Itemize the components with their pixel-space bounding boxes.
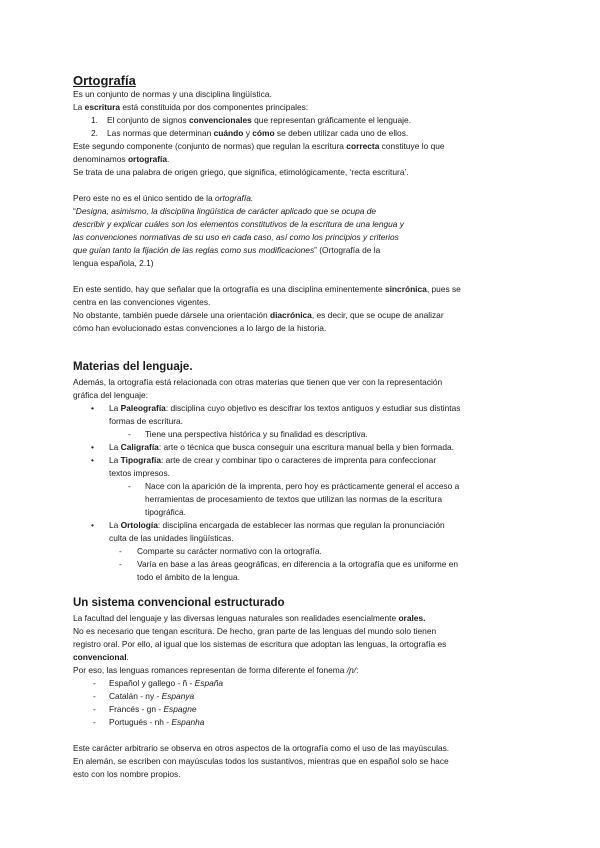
text-run: Se trata de una palabra de origen griego, que significa, etimológicamente, ‘recta escritura’. — [73, 166, 409, 177]
bullet-icon: • — [91, 454, 94, 465]
dash-marker: - — [128, 428, 131, 439]
dash-marker: - — [93, 703, 96, 714]
list-item — [73, 690, 553, 703]
text-run: La — [109, 454, 121, 465]
text-line — [73, 218, 553, 231]
bold-text: Paleografía — [120, 402, 166, 413]
dash-marker: - — [93, 716, 96, 727]
section — [73, 359, 553, 584]
italic-text: /ɲ/ — [346, 664, 357, 675]
text-line — [73, 166, 553, 179]
list-item — [73, 493, 553, 506]
list-item — [73, 415, 553, 428]
italic-text: las convenciones normativas de su uso en cada caso, así como los principios y criterios — [73, 231, 399, 242]
bold-text: Caligrafía — [120, 441, 159, 452]
text-line — [73, 296, 553, 309]
text-run: todo el ámbito de la lengua. — [137, 571, 240, 582]
text-run: En alemán, se escriben con mayúsculas todos los sustantivos, mientras que en español solo se hace — [73, 755, 449, 766]
bullet-icon: • — [91, 402, 94, 413]
text-line — [73, 638, 553, 651]
text-line — [73, 153, 553, 166]
page-title: Ortografía — [73, 73, 136, 88]
text-run: Varía en base a las áreas geográficas, en diferencia a la ortografía que es uniforme en — [137, 558, 459, 569]
dash-marker: - — [128, 480, 131, 491]
text-run: constituye lo que — [379, 140, 445, 151]
text-run: “ — [73, 205, 76, 216]
text-run: No obstante, también puede dársele una orientación — [73, 309, 270, 320]
text-line — [73, 101, 553, 114]
italic-text: ortografía. — [215, 192, 254, 203]
text-run: La — [109, 519, 121, 530]
list-number: 1. — [91, 114, 98, 125]
text-run: formas de escritura. — [109, 415, 184, 426]
text-line — [73, 244, 553, 257]
list-item — [73, 545, 553, 558]
list-item — [73, 467, 553, 480]
bold-text: escritura — [84, 101, 121, 112]
text-line — [73, 755, 553, 768]
text-line — [73, 625, 553, 638]
italic-text: que guían tanto la fijación de las reglas como sus modificaciones — [73, 244, 315, 255]
text-line — [73, 257, 553, 270]
italic-text: describir y explicar cuáles son los elementos constitutivos de la escritura de una lengua y — [73, 218, 404, 229]
blank-line — [73, 179, 553, 192]
text-run: . — [167, 153, 170, 164]
blank-line — [73, 335, 553, 348]
bullet-icon: • — [91, 519, 94, 530]
dash-marker: - — [119, 558, 122, 569]
text-run: : arte de crear y combinar tipo o caracteres de imprenta para confeccionar — [161, 454, 437, 465]
text-line — [73, 742, 553, 755]
list-item — [73, 571, 553, 584]
text-line — [73, 664, 553, 677]
bold-text: convencional — [73, 651, 127, 662]
italic-text: Designa, asimismo, la disciplina lingüística de carácter aplicado que se ocupa de — [75, 205, 377, 216]
text-run: Además, la ortografía está relacionada con otras materias que tienen que ver con la representación — [73, 376, 443, 387]
text-line — [73, 389, 553, 402]
text-run: En este sentido, hay que señalar que la ortografía es una disciplina eminentemente — [73, 283, 385, 294]
text-line — [73, 376, 553, 389]
bullet-icon: • — [91, 441, 94, 452]
text-run: La — [73, 101, 85, 112]
text-run: esto con los nombre propios. — [73, 768, 181, 779]
section-heading: Un sistema convencional estructurado — [73, 596, 285, 609]
text-run: Este segundo componente (conjunto de normas) que regulan la escritura — [73, 140, 347, 151]
list-item — [73, 114, 553, 127]
text-run: Catalán - ny - — [109, 690, 162, 701]
text-line — [73, 768, 553, 781]
list-item — [73, 127, 553, 140]
text-run: La facultad del lenguaje y las diversas lenguas naturales son realidades esencialmente — [73, 612, 399, 623]
bold-text: orales. — [398, 612, 426, 623]
text-run: herramientas de procesamiento de textos que utilizan las normas de la escritura — [145, 493, 443, 504]
italic-text: España — [194, 677, 224, 688]
section-heading: Materias del lenguaje. — [73, 360, 193, 373]
text-run: y — [243, 127, 253, 138]
text-run: Tiene una perspectiva histórica y su finalidad es descriptiva. — [145, 428, 368, 439]
text-run: Por eso, las lenguas romances representan de forma diferente el fonema — [73, 664, 347, 675]
text-run: : — [356, 664, 359, 675]
list-item — [73, 480, 553, 493]
bold-text: Tipografía — [120, 454, 161, 465]
list-item — [73, 703, 553, 716]
document-page — [73, 74, 553, 781]
document-body — [73, 88, 553, 781]
text-run: El conjunto de signos — [107, 114, 189, 125]
list-item — [73, 677, 553, 690]
bold-text: Ortología — [120, 519, 158, 530]
text-run: : disciplina encargada de establecer las normas que regulan la pronunciación — [157, 519, 445, 530]
text-run: Es un conjunto de normas y una disciplina lingüística. — [73, 88, 272, 99]
text-run: textos impresos. — [109, 467, 170, 478]
list-item — [73, 454, 553, 467]
list-item — [73, 532, 553, 545]
text-run: que representan gráficamente el lenguaje. — [251, 114, 412, 125]
section — [73, 595, 553, 781]
text-run: Comparte su carácter normativo con la ortografía. — [137, 545, 322, 556]
italic-text: Espanha — [171, 716, 205, 727]
bold-text: cómo — [252, 127, 275, 138]
list-item — [73, 558, 553, 571]
bold-text: convencionales — [188, 114, 252, 125]
text-run: Pero este no es el único sentido de la — [73, 192, 216, 203]
list-item — [73, 519, 553, 532]
text-run: , es decir, que se ocupe de analizar — [311, 309, 444, 320]
dash-marker: - — [93, 690, 96, 701]
italic-text: Espanya — [161, 690, 195, 701]
text-run: centra en las convenciones vigentes. — [73, 296, 211, 307]
text-run: tipográfica. — [145, 506, 186, 517]
text-line — [73, 322, 553, 335]
text-run: Nace con la aparición de la imprenta, pero hoy es prácticamente general el acceso a — [145, 480, 460, 491]
text-run: denominamos — [73, 153, 128, 164]
text-run: registro oral. Por ello, al igual que los sistemas de escritura que adoptan las lenguas, la ortografía es — [73, 638, 447, 649]
text-run: está constituida por dos componentes principales: — [120, 101, 309, 112]
text-run: lengua española, 2.1) — [73, 257, 154, 268]
text-run: . — [126, 651, 129, 662]
bold-text: diacrónica — [269, 309, 312, 320]
list-item — [73, 402, 553, 415]
bold-text: correcta — [346, 140, 380, 151]
dash-marker: - — [93, 677, 96, 688]
text-line — [73, 309, 553, 322]
text-line — [73, 283, 553, 296]
section — [73, 88, 553, 348]
text-line — [73, 231, 553, 244]
text-run: Este carácter arbitrario se observa en otros aspectos de la ortografía como el uso de las mayúsculas. — [73, 742, 450, 753]
text-run: La — [109, 402, 121, 413]
text-run: , pues se — [426, 283, 461, 294]
dash-marker: - — [119, 545, 122, 556]
text-run: culta de las unidades lingüísticas. — [109, 532, 234, 543]
text-run: gráfica del lenguaje: — [73, 389, 148, 400]
text-line — [73, 651, 553, 664]
text-run: Español y gallego - ñ - — [109, 677, 195, 688]
text-run: La — [109, 441, 121, 452]
text-run: Portugués - nh - — [109, 716, 172, 727]
text-run: ” (Ortografía de la — [314, 244, 381, 255]
blank-line — [73, 270, 553, 283]
list-item — [73, 428, 553, 441]
text-run: cómo han evolucionado estas convenciones a lo largo de la historia. — [73, 322, 327, 333]
list-item — [73, 506, 553, 519]
blank-line — [73, 729, 553, 742]
text-run: Francés - gn - — [109, 703, 164, 714]
text-run: No es necesario que tengan escritura. De hecho, gran parte de las lenguas del mundo solo tienen — [73, 625, 437, 636]
bold-text: ortografía — [127, 153, 168, 164]
text-run: Las normas que determinan — [107, 127, 214, 138]
text-line — [73, 612, 553, 625]
bold-text: cuándo — [213, 127, 244, 138]
text-line — [73, 88, 553, 101]
list-item — [73, 441, 553, 454]
text-line — [73, 140, 553, 153]
text-run: : disciplina cuyo objetivo es descifrar los textos antiguos y estudiar sus distintas — [165, 402, 461, 413]
text-line — [73, 192, 553, 205]
list-item — [73, 716, 553, 729]
text-run: se deben utilizar cada uno de ellos. — [274, 127, 409, 138]
text-run: : arte o técnica que busca conseguir una escritura manual bella y bien formada. — [158, 441, 454, 452]
list-number: 2. — [91, 127, 98, 138]
bold-text: sincrónica — [384, 283, 427, 294]
italic-text: Espagne — [163, 703, 197, 714]
text-line — [73, 205, 553, 218]
